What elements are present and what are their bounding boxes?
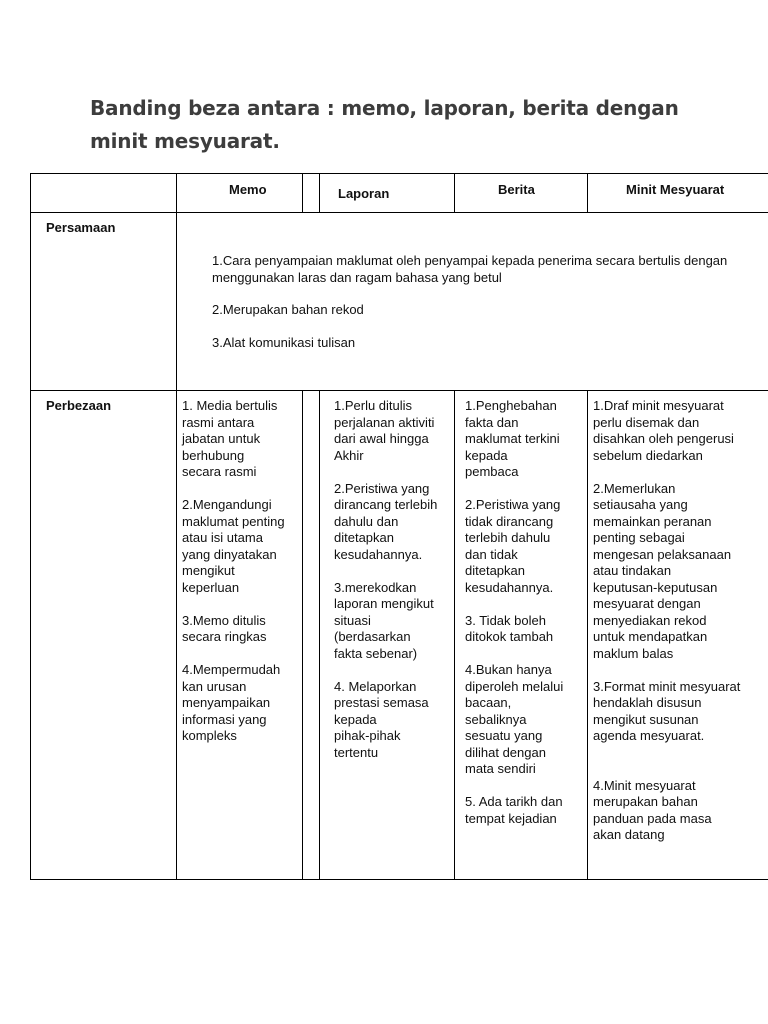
berita-point-4: 4.Bukan hanya diperoleh melalui bacaan, sebaliknya sesuatu yang dilihat dengan mata sendiri: [465, 662, 564, 776]
laporan-point-3: 3.merekodkan laporan mengikut situasi (berdasarkan fakta sebenar): [334, 579, 434, 661]
laporan-point-1: 1.Perlu ditulis perjalanan aktiviti dari awal hingga Akhir: [334, 398, 435, 463]
table-border-left: [30, 173, 31, 880]
page-title: Banding beza antara : memo, laporan, berita dengan minit mesyuarat.: [90, 96, 679, 153]
berita-point-3: 3. Tidak boleh ditokok tambah: [465, 612, 554, 644]
persamaan-item-3: 3.Alat komunikasi tulisan: [212, 334, 356, 350]
header-laporan: Laporan: [338, 186, 390, 201]
col-divider-laporan-header: [454, 173, 455, 213]
persamaan-item-1: 1.Cara penyampaian maklumat oleh penyampai kepada penerima secara bertulis dengan menggunakan laras dan ragam bahasa yang betul: [212, 253, 728, 285]
persamaan-cell: [212, 253, 768, 351]
col-divider-gap: [319, 390, 320, 880]
memo-point-2: 2.Mengandungi maklumat penting atau isi utama yang dinyatakan mengikut keperluan: [182, 497, 285, 595]
memo-point-1: 1. Media bertulis rasmi antara jabatan untuk berhubung secara rasmi: [182, 398, 278, 479]
memo-point-4: 4.Mempermudah kan urusan menyampaikan informasi yang kompleks: [182, 662, 281, 743]
laporan-point-2: 2.Peristiwa yang dirancang terlebih dahulu dan ditetapkan kesudahannya.: [334, 480, 438, 562]
perbezaan-berita-cell: [465, 398, 585, 827]
laporan-point-4: 4. Melaporkan prestasi semasa kepada pihak-pihak tertentu: [334, 678, 429, 760]
minit-point-4: 4.Minit mesyuarat merupakan bahan panduan pada masa akan datang: [593, 777, 712, 842]
col-divider-memo-header: [302, 173, 303, 213]
col-divider-memo: [302, 390, 303, 880]
table-border-bottom: [30, 879, 768, 880]
berita-point-2: 2.Peristiwa yang tidak dirancang terlebih dahulu dan tidak ditetapkan kesudahannya.: [465, 497, 561, 595]
row-label-persamaan: Persamaan: [46, 220, 116, 235]
col-divider-label: [176, 173, 177, 880]
persamaan-item-2: 2.Merupakan bahan rekod: [212, 302, 364, 317]
perbezaan-minit-cell: [593, 398, 768, 844]
berita-point-5: 5. Ada tarikh dan tempat kejadian: [465, 794, 563, 826]
table-border-top: [30, 173, 768, 174]
persamaan-row-divider: [30, 390, 768, 391]
header-memo: Memo: [229, 182, 267, 197]
perbezaan-laporan-cell: [334, 398, 452, 761]
col-divider-berita-header: [587, 173, 588, 213]
col-divider-berita: [587, 390, 588, 880]
minit-point-3: 3.Format minit mesyuarat hendaklah disusun mengikut susunan agenda mesyuarat.: [593, 678, 741, 743]
header-minit-mesyuarat: Minit Mesyuarat: [626, 182, 725, 197]
minit-point-2: 2.Memerlukan setiausaha yang memainkan peranan penting sebagai mengesan pelaksanaan atau tindakan keputusan-keputusan mesyuarat dengan menyediakan rekod untuk mendapatkan maklum balas: [593, 480, 732, 661]
perbezaan-memo-cell: [182, 398, 300, 745]
header-berita: Berita: [498, 182, 535, 197]
row-label-perbezaan: Perbezaan: [46, 398, 112, 413]
col-divider-laporan: [454, 390, 455, 880]
col-divider-gap-header: [319, 173, 320, 213]
minit-point-1: 1.Draf minit mesyuarat perlu disemak dan disahkan oleh pengerusi sebelum diedarkan: [593, 398, 734, 463]
memo-point-3: 3.Memo ditulis secara ringkas: [182, 612, 267, 644]
berita-point-1: 1.Penghebahan fakta dan maklumat terkini kepada pembaca: [465, 398, 560, 479]
header-row-divider: [30, 212, 768, 213]
